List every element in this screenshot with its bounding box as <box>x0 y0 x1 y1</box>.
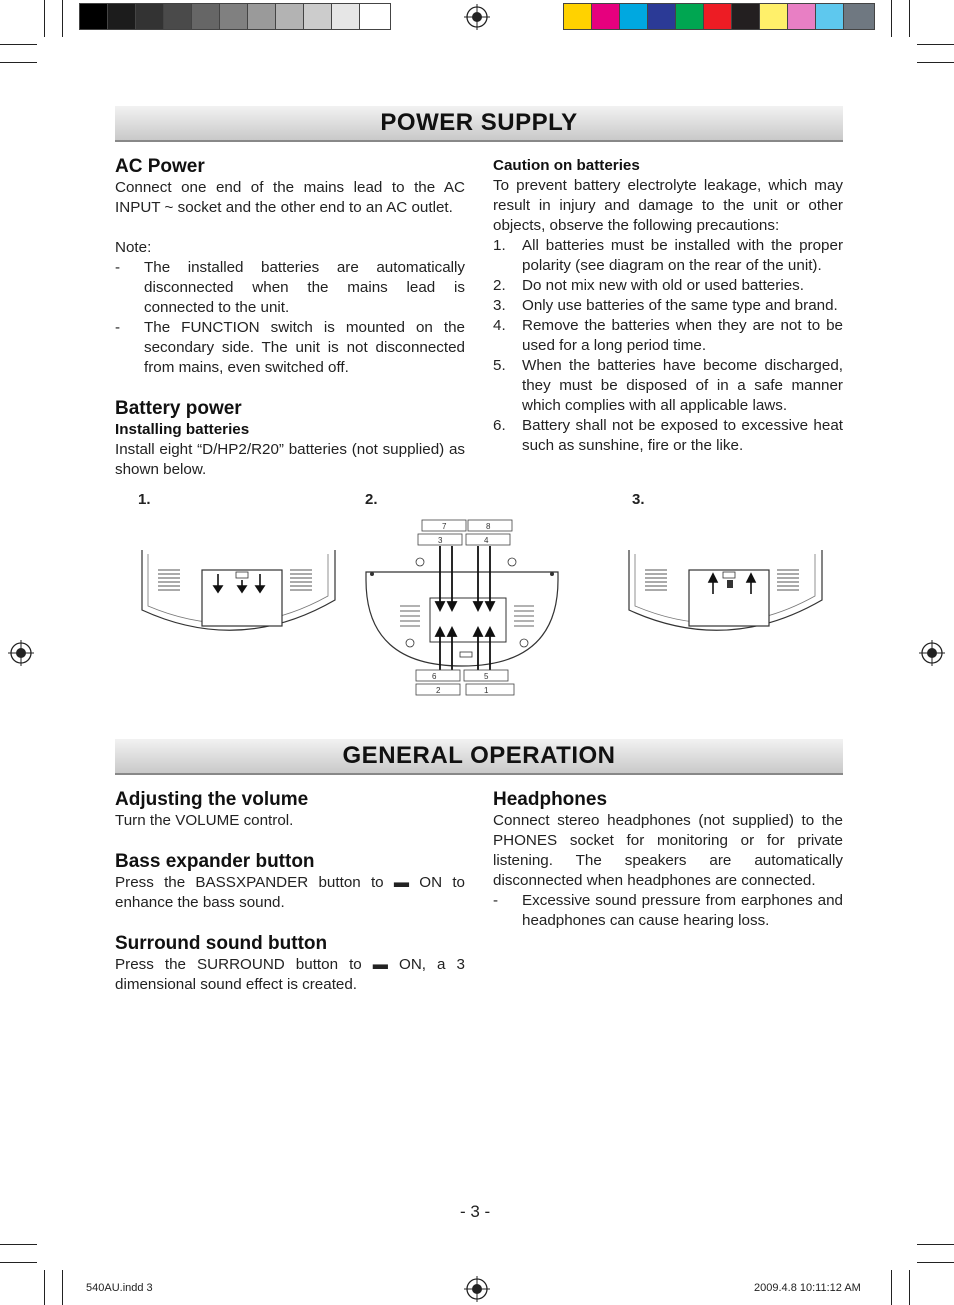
note-item: - The FUNCTION switch is mounted on the secondary side. The unit is not disconnected from mains, even switched off. <box>115 319 465 376</box>
color-swatch <box>731 3 760 30</box>
caution-intro: To prevent battery electrolyte leakage, which may result in injury and damage to the unit or other objects, observe the following precautions: <box>493 177 843 234</box>
color-swatch <box>787 3 816 30</box>
registration-mark-icon <box>8 640 34 666</box>
battery-number: 6 <box>432 672 437 681</box>
ac-power-text: Connect one end of the mains lead to the AC INPUT ~ socket and the other end to an AC outlet. <box>115 179 465 216</box>
power-supply-banner: POWER SUPPLY <box>115 106 843 142</box>
battery-number: 7 <box>442 522 447 531</box>
note-label: Note: <box>115 239 152 256</box>
battery-number: 2 <box>436 686 441 695</box>
registration-mark-icon <box>464 1276 490 1302</box>
color-swatch <box>843 3 875 30</box>
gray-swatch <box>303 3 332 30</box>
gray-swatch <box>247 3 276 30</box>
registration-mark-icon <box>919 640 945 666</box>
battery-door-closing-figure <box>627 540 827 650</box>
general-operation-banner: GENERAL OPERATION <box>115 739 843 775</box>
ac-power-column <box>115 156 465 480</box>
headphones-warning-item: - Excessive sound pressure from earphones and headphones can cause hearing loss. <box>493 892 843 929</box>
battery-door-removal-figure <box>140 540 340 650</box>
color-swatch <box>759 3 788 30</box>
gray-swatch <box>163 3 192 30</box>
ac-power-heading: AC Power <box>115 156 205 177</box>
bass-heading: Bass expander button <box>115 851 315 872</box>
page-number: - 3 - <box>460 1202 491 1221</box>
battery-insertion-figure <box>360 516 565 701</box>
caution-item: 3. Only use batteries of the same type and brand. <box>493 297 838 314</box>
battery-number: 5 <box>484 672 489 681</box>
volume-heading: Adjusting the volume <box>115 789 309 810</box>
color-swatch <box>563 3 592 30</box>
battery-power-text: Install eight “D/HP2/R20” batteries (not supplied) as shown below. <box>115 441 465 478</box>
gray-swatch <box>191 3 220 30</box>
color-swatch <box>647 3 676 30</box>
general-right-column <box>493 789 843 931</box>
gray-swatch <box>219 3 248 30</box>
gray-swatch <box>79 3 108 30</box>
headphones-text: Connect stereo headphones (not supplied) to the PHONES socket for monitoring or for private listening. The speakers are automatically disconnected when headphones are connected. <box>493 812 843 889</box>
color-swatch <box>815 3 844 30</box>
gray-swatch <box>107 3 136 30</box>
registration-mark-icon <box>464 4 490 30</box>
battery-number: 8 <box>486 522 491 531</box>
color-swatch <box>619 3 648 30</box>
footer-timestamp: 2009.4.8 10:11:12 AM <box>754 1282 861 1294</box>
figure-label-3: 3. <box>632 491 645 508</box>
note-item: - The installed batteries are automatically disconnected when the mains lead is connected to the unit. <box>115 259 465 316</box>
gray-swatch <box>359 3 391 30</box>
gray-swatch <box>275 3 304 30</box>
caution-item: 1. All batteries must be installed with the proper polarity (see diagram on the rear of the unit). <box>493 237 843 274</box>
battery-number: 4 <box>484 536 489 545</box>
caution-item: 5. When the batteries have become discharged, they must be disposed of in a safe manner which complies with all applicable laws. <box>493 357 843 414</box>
color-swatch <box>591 3 620 30</box>
battery-power-heading: Battery power <box>115 398 242 419</box>
caution-heading: Caution on batteries <box>493 157 640 174</box>
headphones-heading: Headphones <box>493 789 608 810</box>
color-swatch <box>675 3 704 30</box>
battery-number: 1 <box>484 686 489 695</box>
caution-column <box>493 156 843 456</box>
footer-filename: 540AU.indd 3 <box>86 1282 153 1294</box>
gray-swatch <box>135 3 164 30</box>
volume-text: Turn the VOLUME control. <box>115 812 294 829</box>
surround-heading: Surround sound button <box>115 933 328 954</box>
caution-item: 6. Battery shall not be exposed to excessive heat such as sunshine, fire or the like. <box>493 417 843 454</box>
battery-number: 3 <box>438 536 443 545</box>
gray-swatch <box>331 3 360 30</box>
surround-text: Press the SURROUND button to ▬ ON, a 3 dimensional sound effect is created. <box>115 956 465 993</box>
figure-label-1: 1. <box>138 491 151 508</box>
general-left-column <box>115 789 465 995</box>
figure-label-2: 2. <box>365 491 378 508</box>
color-swatch <box>703 3 732 30</box>
installing-batteries-subheading: Installing batteries <box>115 421 250 438</box>
caution-item: 2. Do not mix new with old or used batteries. <box>493 277 804 294</box>
caution-item: 4. Remove the batteries when they are not to be used for a long period time. <box>493 317 843 354</box>
bass-text: Press the BASSXPANDER button to ▬ ON to enhance the bass sound. <box>115 874 465 911</box>
